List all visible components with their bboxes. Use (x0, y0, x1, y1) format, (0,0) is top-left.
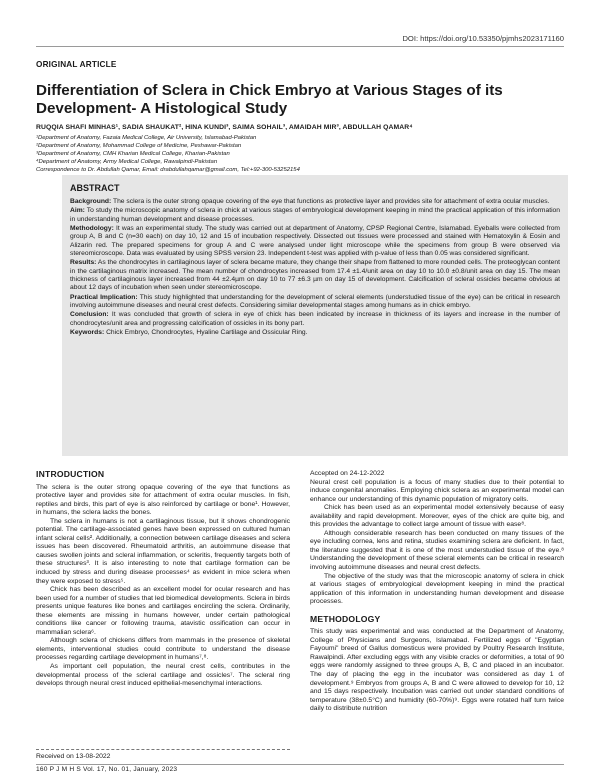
intro-paragraph-8: Although considerable research has been conducted on many tissues of the eye including cornea, lens and retina, studies examining sclera are deficient. In fact, the literature suggested that it is one of the most understudied tissue of the eye.⁸ Understanding the development of these scleral elements can be critical in research involving autoimmune diseases and neural crest defects. (310, 529, 564, 572)
left-column (36, 470, 290, 689)
intro-paragraph-2: The sclera in humans is not a cartilaginous tissue, but it shows chondrogenic potential. The cartilage-associated genes have been expressed on cultured human infant scleral cells². Additionally, a connection between cartilage diseases and sclera issues has been discovered. Rheumatoid arthritis, an autoimmune disease that causes swollen joints and scleral inflammation, or scleritis, frequently targets both of these structures³. It is also interesting to note that cartilage formation can be induced by stress and during disease processes⁴ as evident in mice sclera when they were exposed to stress⁵. (36, 517, 290, 585)
objective-paragraph: The objective of the study was that the microscopic anatomy of sclera in chick at various stages of embryological development keeping in mind the practical application of this information in understanding human development and disease processes. (310, 572, 564, 606)
abstract-keywords (70, 329, 560, 337)
keywords-label: Keywords: (70, 328, 105, 336)
affiliation-2: ²Department of Anatomy, Mohammad College of Medicine, Peshawar-Pakistan (36, 142, 242, 149)
methodology-heading: METHODOLOGY (310, 613, 381, 624)
abstract-heading: ABSTRACT (70, 183, 120, 193)
abstract-box (62, 175, 568, 456)
intro-paragraph-4: Although sclera of chickens differs from mammals in the presence of skeletal elements, interventional studies could contribute to understand the disease processes regarding cartilage development in humans⁷,⁸. (36, 637, 290, 662)
conclusion-label: Conclusion: (70, 311, 109, 319)
methodology-label: Methodology: (70, 224, 114, 232)
background-text: The sclera is the outer strong opaque covering of the eye that functions as protective layer and provides site for attachment of extra ocular muscles. (113, 198, 550, 205)
footer-rule (36, 764, 564, 765)
abstract-methodology (70, 225, 560, 259)
methodology-text: It was an experimental study. The study was carried out at department of Anatomy, CPSP Regional Centre, Islamabad. Eyeballs were collected from group A, B and C (n=30 each) on day 10, 12 and 15 of incubation respectively. Dissected out tissues were processed and stained with Hematoxylin & Eosin and Alizarin red. The prepared specimens for group A and C were analysed under light microscope while the specimens from group B were observed via stereomicroscope. Data was evaluated by using SPSS version 23. Independent t-test was applied with p-value of less than 0.05 was considered significant. (70, 224, 560, 258)
correspondence: Correspondence to Dr. Abdullah Qamar, Email: drabdullahqamar@gmail.com, Tel:+92-300-53252154 (36, 166, 300, 173)
results-label: Results: (70, 259, 97, 267)
practical-text: This study highlighted that understanding for the development of scleral elements (understudied tissue of the eye) can be critical in research involving autoimmune diseases and neural crest defects. Considering similar developmental stages among humans as in chick embryo. (70, 293, 560, 310)
abstract-aim (70, 207, 560, 224)
affiliation-1: ¹Department of Anatomy, Fazaia Medical College, Air University, Islamabad-Pakistan (36, 135, 257, 141)
conclusion-text: It was concluded that growth of sclera in eye of chick has been indicated by increase in thickness of its layers and increase in the number of chondrocytes/unit area and progressing calcification of ossicles in its bony part. (70, 311, 560, 327)
abstract-results (70, 259, 560, 293)
right-column (310, 470, 564, 714)
methodology-paragraph-1: This study was experimental and was conducted at the Department of Anatomy, College of Physicians and Surgeons, Islamabad. Fertilized eggs of "Egyptian Fayoumi" breed of Gallus domesticus were provided by Poultry Research Institute, Rawalpindi. After excluding eggs with any visible cracks or deformities, a total of 90 eggs were randomly assigned to three groups A, B, C and placed in an incubator. The day of placing the egg in the incubator was considered as day 1 of development.⁹ Embryos from groups A, B and C were allowed to develop for 10, 12 and 15 days respectively. Incubation was carried out under standard conditions of temperature (38±0.5°C) and humidity (60-70%)⁹. Eggs were rotated half turn twice daily to distribute nutrition (310, 628, 564, 713)
received-date: Received on 13-08-2022 (36, 753, 111, 760)
abstract-practical (70, 294, 560, 311)
doi-link[interactable]: DOI: https://doi.org/10.53350/pjmhs2023171160 (402, 34, 564, 43)
footnote-divider (36, 749, 290, 750)
abstract-background (70, 198, 560, 206)
intro-paragraph-1: The sclera is the outer strong opaque covering of the eye that functions as protective layer and provides site for attachment of extra ocular muscles. In fish, reptiles and birds, this part of eye is also reinforced by cartilage or bone¹. However, in humans, the sclera lacks the bones. (36, 483, 290, 517)
affiliation-4: ⁴Department of Anatomy, Army Medical College, Rawalpindi-Pakistan (36, 158, 218, 165)
aim-text: To study the microscopic anatomy of sclera in chick at various stages of embryological development keeping in mind the practical application of this information in understanding human development and disease processes. (70, 207, 560, 223)
header-rule (36, 46, 564, 47)
affiliations (36, 135, 564, 175)
intro-paragraph-3: Chick has been described as an excellent model for ocular research and has been used for a number of studies that led biomedical developments. Sclera in birds presents unique features like bones and cartilages encircling the sclera. Ordinarily, these elements are missing in humans however, under certain pathological conditions like cancer or following trauma, atavistic ossification can occur in mammalian sclera⁶. (36, 586, 290, 636)
abstract-conclusion (70, 311, 560, 328)
keywords-text: Chick Embryo, Chondrocytes, Hyaline Cartilage and Ossicular Ring. (106, 328, 308, 336)
page-footer: 160 P J M H S Vol. 17, No. 01, January, 2023 (36, 766, 178, 773)
accepted-date: Accepted on 24-12-2022 (310, 470, 385, 477)
paper-title: Differentiation of Sclera in Chick Embryo at Various Stages of its Development- A Histological Study (36, 82, 503, 117)
introduction-heading: INTRODUCTION (36, 469, 105, 479)
results-text: As the chondrocytes in cartilaginous layer of sclera became mature, they change their shape from flattened to more rounded cells. The proteoglycan content in the cartilaginous matrix increased. The mean number of chondrocytes increased from 17.4 ±1.4/unit area on day 10 to 10.0 ±0.8/unit area on day 15. The mean thickness of cartilaginous layer increased from 44 ±2.4µm on day 10 to 77 ±6.3 µm on day 15 of development. Calcification of scleral ossicles became obvious at about 12 days of incubation when seen under stereomicroscope. (70, 259, 560, 292)
author-list: RUQQIA SHAFI MINHAS¹, SADIA SHAUKAT², HINA KUNDI³, SAIMA SOHAIL³, AMAIDAH MIR³, ABDULLAH QAMAR⁴ (36, 124, 413, 131)
affiliation-3: ³Department of Anatomy, CMH Kharian Medical College, Kharian-Pakistan (36, 150, 230, 157)
intro-paragraph-7: Chick has been used as an experimental model extensively because of easy availability and rapid development. Moreover, eyes of the chick are quite big, and this provides the advantage to collect large amount of tissue with ease⁸. (310, 504, 564, 529)
practical-label: Practical Implication: (70, 293, 138, 301)
background-label: Background: (70, 198, 112, 205)
article-type: ORIGINAL ARTICLE (36, 60, 117, 69)
intro-paragraph-6: Neural crest cell population is a focus of many studies due to their potential to induce congenital anomalies. Employing chick sclera as an experimental model can enhance our understanding of this dynamic population of migratory cells. (310, 478, 564, 503)
intro-paragraph-5: As important cell population, the neural crest cells, contributes in the developmental process of the scleral cartilage and ossicles⁷. The scleral ring develops through neural crest induced epithelial-mesenchymal interactions. (36, 663, 290, 688)
aim-label: Aim: (70, 207, 85, 215)
